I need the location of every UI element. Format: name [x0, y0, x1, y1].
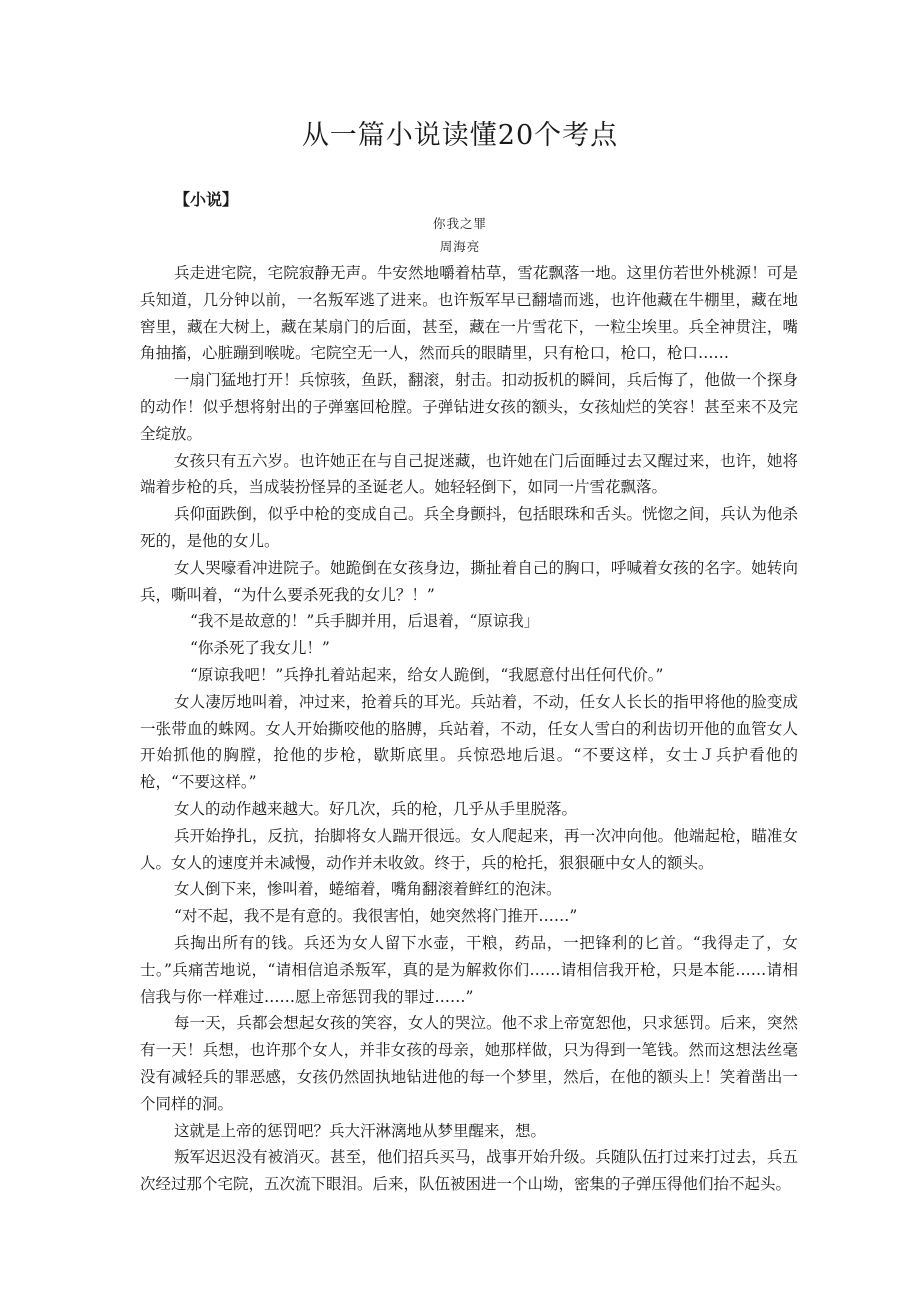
paragraph: 女人的动作越来越大。好几次，兵的枪，几乎从手里脱落。 — [174, 799, 578, 818]
dialogue-line: “你杀死了我女儿！” — [190, 639, 330, 658]
paragraph: 女孩只有五六岁。也许她正在与自己捉迷藏，也许她在门后面睡过去又醒过来，也许，她将端着步枪的兵，当成装扮怪异的圣诞老人。她轻轻倒下，如同一片雪花飘落。 — [140, 451, 798, 497]
dialogue-line: “对不起，我不是有意的。我很害怕，她突然将门推开……” — [174, 907, 578, 926]
paragraph: 兵走进宅院，宅院寂静无声。牛安然地嚼着枯草，雪花飘落一地。这里仿若世外桃源！可是兵知道，几分钟以前，一名叛军逃了进来。也许叛军早已翻墙而逃，也许他藏在牛棚里，藏在地窖里，藏在大树上，藏在某扇门的后面，甚至，藏在一片雪花下，一粒尘埃里。兵全神贯注，嘴角抽搐，心脏蹦到喉咙。宅院空无一人，然而兵的眼睛里，只有枪口，枪口，枪口…… — [140, 264, 798, 363]
document-title: 从一篇小说读懂20个考点 — [301, 120, 619, 151]
paragraph: 这就是上帝的惩罚吧？兵大汗淋漓地从梦里醒来，想。 — [174, 1121, 547, 1140]
paragraph: 女人凄厉地叫着，冲过来，抢着兵的耳光。兵站着，不动，任女人长长的指甲将他的脸变成一张带血的蛛网。女人开始撕咬他的胳膊，兵站着，不动，任女人雪白的利齿切开他的血管女人开始抓他的胸膛，抢他的步枪，歇斯底里。兵惊恐地后退。“不要这样，女士Ｊ兵护看他的枪，“不要这样。” — [140, 692, 798, 792]
paragraph: 兵仰面跌倒，似乎中枪的变成自己。兵全身颤抖，包括眼珠和舌头。恍惚之间，兵认为他杀死的，是他的女儿。 — [140, 505, 798, 550]
section-label: 【小说】 — [174, 190, 239, 209]
paragraph: 女人哭嚎看冲进院子。她跪倒在女孩身边，撕扯着自己的胸口，呼喊着女孩的名字。她转向兵，嘶叫着，“为什么要杀死我的女儿？！” — [140, 558, 798, 604]
paragraph: 兵掏出所有的钱。兵还为女人留下水壶，干粮，药品，一把锋利的匕首。“我得走了，女士。”兵痛苦地说，“请相信追杀叛军，真的是为解救你们……请相信我开枪，只是本能……请相信我与你一样难过……愿上帝惩罚我的罪过……” — [140, 933, 798, 1006]
paragraph: 叛军迟迟没有被消灭。甚至，他们招兵买马，战事开始升级。兵随队伍打过来打过去，兵五次经过那个宅院，五次流下眼泪。后来，队伍被困进一个山坳，密集的子弹压得他们抬不起头。 — [140, 1148, 798, 1194]
dialogue-line: “我不是故意的！”兵手脚并用，后退着，“原谅我」 — [190, 612, 540, 631]
paragraph: 每一天，兵都会想起女孩的笑容，女人的哭泣。他不求上帝宽恕他，只求惩罚。后来，突然有一天！兵想，也许那个女人，并非女孩的母亲，她那样做，只为得到一笔钱。然而这想法丝毫没有减轻兵的罪恶感，女孩仍然固执地钻进他的每一个梦里，然后，在他的额头上！笑着凿出一个同样的洞。 — [140, 1014, 798, 1113]
story-title: 你我之罪 — [432, 216, 487, 231]
paragraph: 兵开始挣扎，反抗，抬脚将女人踹开很远。女人爬起来，再一次冲向他。他端起枪，瞄准女人。女人的速度并未减慢，动作并未收敛。终于，兵的枪托，狠狠砸中女人的额头。 — [140, 826, 798, 872]
story-body — [140, 260, 798, 1198]
paragraph: 一扇门猛地打开！兵惊骇，鱼跃，翻滚，射击。扣动扳机的瞬间，兵后悔了，他做一个探身的动作！似乎想将射出的子弹塞回枪膛。子弹钻进女孩的额头，女孩灿烂的笑容！甚至来不及完全绽放。 — [140, 371, 798, 443]
story-author: 周海亮 — [439, 239, 481, 254]
paragraph: 女人倒下来，惨叫着，蜷缩着，嘴角翻滚着鲜红的泡沫。 — [174, 880, 562, 899]
dialogue-line: “原谅我吧！”兵挣扎着站起来，给女人跪倒，“我愿意付出任何代价。” — [190, 665, 664, 684]
